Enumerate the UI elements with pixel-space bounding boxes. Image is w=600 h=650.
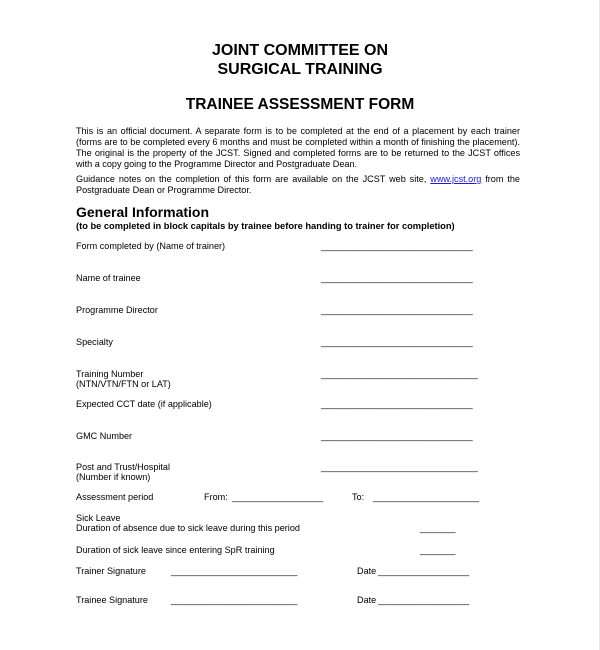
intro-paragraph: This is an official document. A separate form is to be completed at the end of a placement by each trainer (forms are to be completed every 6 months and must be completed within a month of finishing the placement). The original is the property of the JCST. Signed and completed forms are to be returned to the JCST offices with a copy going to the Programme Director and Postgraduate Dean. (76, 126, 520, 169)
assessment-period-label: Assessment period (76, 492, 154, 502)
training-number-label: Training Number (76, 369, 144, 379)
trainer-date-label: Date (357, 566, 377, 576)
general-information-instructions: (to be completed in block capitals by trainee before handing to trainer for completion) (76, 221, 455, 231)
sick-leave-period-field[interactable]: _______ (420, 523, 456, 533)
training-number-sublabel: (NTN/VTN/FTN or LAT) (76, 379, 171, 389)
specialty-label: Specialty (76, 337, 113, 347)
post-trust-label: Post and Trust/Hospital (76, 462, 171, 472)
committee-title-line2: SURGICAL TRAINING (217, 61, 383, 78)
trainee-signature-label: Trainee Signature (76, 595, 148, 605)
gmc-number-label: GMC Number (76, 431, 133, 441)
sick-leave-spr-field[interactable]: _______ (420, 545, 456, 555)
trainer-signature-field[interactable]: _________________________ (171, 566, 298, 576)
guidance-text: Guidance notes on the completion of this form are available on the JCST web site, (76, 174, 431, 184)
form-completed-by-label: Form completed by (Name of trainer) (76, 241, 226, 251)
form-completed-by-field[interactable]: ______________________________ (321, 241, 473, 251)
programme-director-field[interactable]: ______________________________ (321, 305, 473, 315)
form-title: TRAINEE ASSESSMENT FORM (185, 96, 415, 113)
expected-cct-label: Expected CCT date (if applicable) (76, 399, 212, 409)
assessment-from-field[interactable]: __________________ (232, 492, 324, 502)
gmc-number-field[interactable]: ______________________________ (321, 431, 473, 441)
training-number-field[interactable]: _______________________________ (321, 369, 478, 379)
specialty-field[interactable]: ______________________________ (321, 337, 473, 347)
programme-director-label: Programme Director (76, 305, 158, 315)
trainee-date-label: Date (357, 595, 377, 605)
trainer-date-field[interactable]: __________________ (378, 566, 470, 576)
jcst-website-link[interactable]: www.jcst.org (430, 174, 482, 184)
committee-title-line1: JOINT COMMITTEE ON (212, 42, 388, 59)
trainer-signature-label: Trainer Signature (76, 566, 146, 576)
sick-leave-label: Sick Leave (76, 513, 121, 523)
sick-leave-spr-label: Duration of sick leave since entering SpR training (76, 545, 275, 555)
trainee-signature-field[interactable]: _________________________ (171, 595, 298, 605)
post-trust-sublabel: (Number if known) (76, 472, 151, 482)
trainee-date-field[interactable]: __________________ (378, 595, 470, 605)
name-of-trainee-label: Name of trainee (76, 273, 141, 283)
assessment-to-label: To: (352, 492, 365, 502)
general-information-heading: General Information (76, 204, 210, 220)
assessment-from-label: From: (204, 492, 228, 502)
guidance-text-end: from the Postgraduate Dean or Programme Director. (76, 174, 520, 195)
guidance-paragraph (76, 174, 520, 196)
assessment-to-field[interactable]: _____________________ (373, 492, 480, 502)
name-of-trainee-field[interactable]: ______________________________ (321, 273, 473, 283)
sick-leave-period-label: Duration of absence due to sick leave during this period (76, 523, 300, 533)
post-trust-field[interactable]: _______________________________ (321, 462, 478, 472)
expected-cct-field[interactable]: ______________________________ (321, 399, 473, 409)
